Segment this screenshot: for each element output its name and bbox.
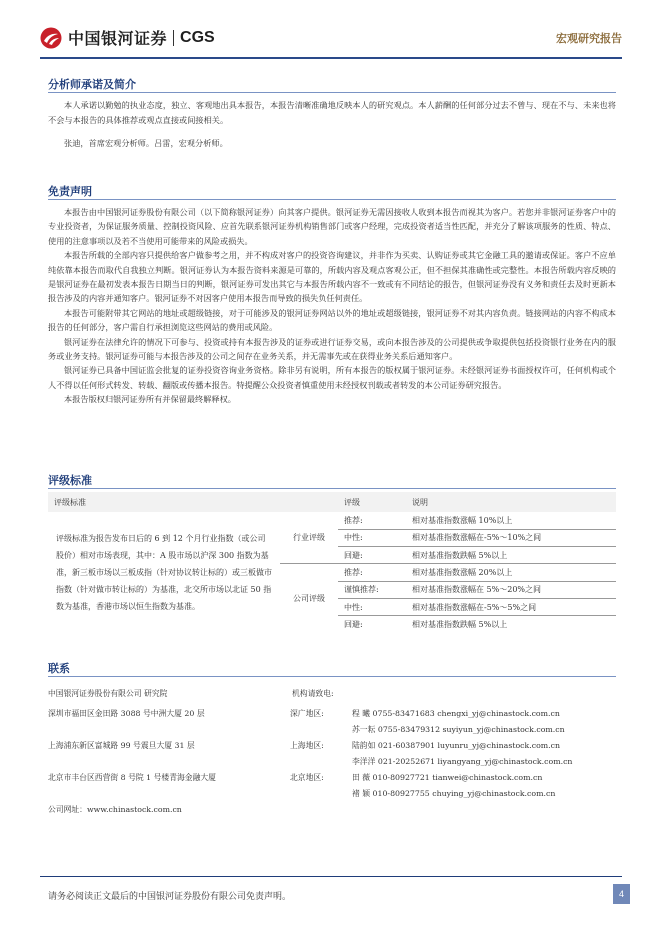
disclaimer-section-title: 免责声明 [48,185,92,198]
page-number: 4 [613,884,630,904]
address-beijing: 北京市丰台区西营街 8 号院 1 号楼青海金融大厦 [48,773,216,782]
disclaimer-body [48,205,616,407]
analyst-section-rule [48,92,616,93]
footer-divider [40,876,622,877]
footer-disclaimer-note: 请务必阅读正文最后的中国银河证券股份有限公司免责声明。 [48,892,292,902]
rating-name: 回避: [338,547,406,564]
disclaimer-paragraph: 本报告版权归银河证券所有并保留最终解释权。 [64,394,236,405]
region-label: 北京地区: [290,773,324,782]
address-shanghai: 上海浦东新区富城路 99 号震旦大厦 31 层 [48,741,195,750]
disclaimer-paragraph: 银河证券在法律允许的情况下可参与、投资或持有本报告涉及的证券或进行证券交易，或向本报告涉及的公司提供或争取提供包括投资银行业务在内的服务或业务支持。银河证券可能与本报告涉及的公司之间存在业务关系，并无需事先或在获得业务关系后通知客户。 [48,336,616,362]
contact-entry: 苏一耘 0755-83479312 suyiyun_yj@chinastock.com.cn [352,725,565,734]
header-rating: 评级 [338,492,406,512]
disclaimer-paragraph: 本报告可能附带其它网站的地址或超级链接，对于可能涉及的银河证券网站以外的地址或超级链接，银河证券不对其内容负责。链接网站的内容不构成本报告的任何部分，客户需自行承担浏览这些网站的费用或风险。 [48,307,616,333]
region-label: 深广地区: [290,709,324,718]
analyst-intro-text: 张迪，首席宏观分析师。吕雷，宏观分析师。 [64,138,228,148]
table-row [48,512,616,529]
region-label: 上海地区: [290,741,324,750]
rating-table-header [48,492,616,512]
cgs-logo-icon [40,27,62,49]
rating-standard-description: 评级标准为报告发布日后的 6 到 12 个月行业指数（或公司股价）相对市场表现，其中：A 股市场以沪深 300 指数为基准，新三板市场以三板成指（针对协议转让标的）或三板做市指数（针对做市转让标的）为基准，北交所市场以北证 50 指数为基准，香港市场以恒生指数为基准。 [56,534,272,612]
rating-desc: 相对基准指数涨幅在-5%～10%之间 [406,529,616,546]
logo-divider [173,30,174,46]
disclaimer-section-rule [48,199,616,200]
rating-desc: 相对基准指数涨幅 10%以上 [412,515,513,525]
analyst-commitment-text: 本人承诺以勤勉的执业态度，独立、客观地出具本报告，本报告清晰准确地反映本人的研究观点。本人薪酬的任何部分过去不曾与、现在不与、未来也将不会与本报告的具体推荐或观点直接或间接相关。 [48,100,616,125]
address-shenzhen: 深圳市福田区金田路 3088 号中洲大厦 20 层 [48,709,205,718]
rating-desc: 相对基准指数跌幅 5%以上 [406,547,616,564]
rating-name: 谨慎推荐: [338,581,406,598]
rating-desc: 相对基准指数涨幅在-5%～5%之间 [406,598,616,615]
contact-entry: 程 曦 0755-83471683 chengxi_yj@chinastock.com.cn [352,709,560,718]
disclaimer-paragraph: 银河证券已具备中国证监会批复的证券投资咨询业务资格。除非另有说明，所有本报告的版权属于银河证券。未经银河证券书面授权许可，任何机构或个人不得以任何形式转发、转载、翻版或传播本报告。特提醒公众投资者慎重使用未经授权刊载或者转发的本公司证券研究报告。 [48,365,616,390]
page-header [0,0,662,60]
rating-name: 推荐: [338,564,406,581]
disclaimer-paragraph: 本报告所载的全部内容只提供给客户做参考之用，并不构成对客户的投资咨询建议，并非作为买卖、认购证券或其它金融工具的邀请或保证。客户不应单纯依靠本报告而取代自我独立判断。银河证券认为本报告资料来源是可靠的，所载内容及观点客观公正，但不担保其准确性或完整性。本报告所载内容反映的是银河证券在最初发表本报告日期当日的判断，银河证券可发出其它与本报告所载内容不一致或有不同结论的报告，但银河证券没有义务和责任去及时更新本报告涉及的内容并通知客户。银河证券不对因客户使用本报告而导致的损失负任何责任。 [48,250,616,304]
company-rating-label: 公司评级 [280,564,338,633]
header-explanation: 说明 [406,492,616,512]
rating-name: 推荐: [344,515,363,525]
contact-entry: 李洋洋 021-20252671 liyangyang_yj@chinastock.com.cn [352,757,573,766]
rating-desc: 相对基准指数涨幅 20%以上 [406,564,616,581]
rating-desc: 相对基准指数涨幅在 5%～20%之间 [406,581,616,598]
rating-section-title: 评级标准 [48,474,92,487]
company-website[interactable]: 公司网址：www.chinastock.com.cn [48,805,182,814]
company-name: 中国银河证券股份有限公司 研究院 [48,689,168,698]
disclaimer-paragraph: 本报告由中国银河证券股份有限公司（以下简称银河证券）向其客户提供。银河证券无需因接收人收到本报告而视其为客户。若您并非银河证券客户中的专业投资者，为保证服务质量、控制投资风险、应首先联系银河证券机构销售部门或客户经理，完成投资者适当性匹配，并充分了解该项服务的性质、特点、使用的注意事项以及若不当使用可能带来的风险或损失。 [48,207,616,246]
rating-name: 中性: [338,529,406,546]
contact-section-title: 联系 [48,662,70,675]
logo-chinese-name: 中国银河证券 [68,29,168,48]
industry-rating-label: 行业评级 [293,533,325,543]
contact-entry: 褚 颖 010-80927755 chuying_yj@chinastock.com.cn [352,789,556,798]
contact-entry: 田 薇 010-80927721 tianwei@chinastock.com.cn [352,773,543,782]
contact-entry: 陆韵如 021-60387901 luyunru_yj@chinastock.com.cn [352,741,561,750]
rating-name: 中性: [338,598,406,615]
analyst-commitment [48,98,616,151]
rating-table [48,492,616,633]
header-divider [40,57,622,59]
header-standard: 评级标准 [48,492,280,512]
analyst-section-title: 分析师承诺及简介 [48,78,136,91]
rating-name: 回避: [338,616,406,633]
contact-section-rule [48,676,616,677]
cgs-logo [40,26,215,49]
report-type: 宏观研究报告 [556,32,622,45]
rating-section-rule [48,488,616,489]
header-spacer [280,492,338,512]
rating-desc: 相对基准指数跌幅 5%以上 [406,616,616,633]
sales-label: 机构请致电: [292,689,334,698]
logo-english-name: CGS [180,28,215,46]
